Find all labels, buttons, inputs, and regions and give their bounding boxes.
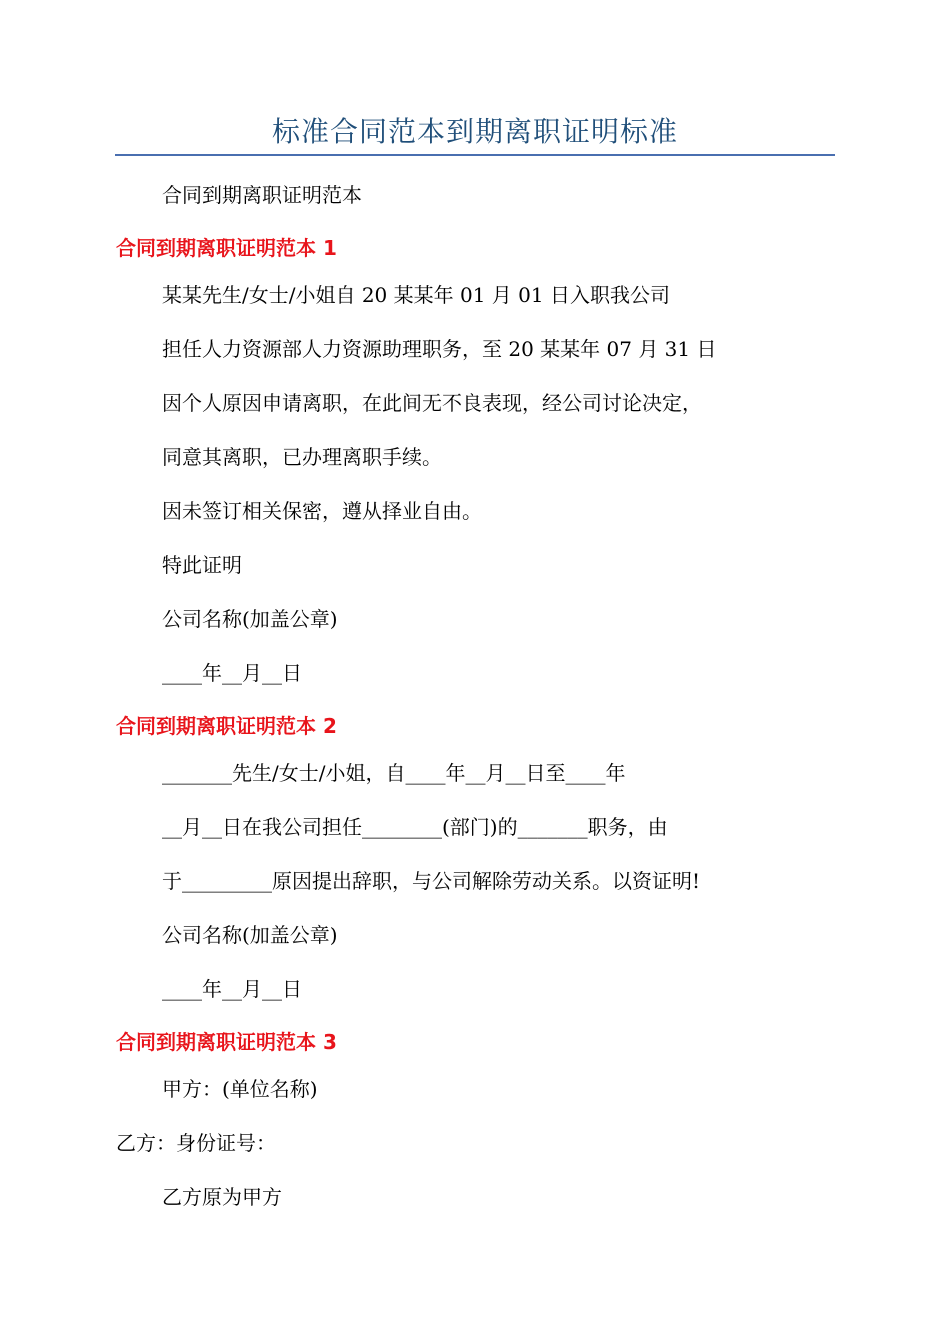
section-1-line: 因个人原因申请离职，在此间无不良表现，经公司讨论决定， — [162, 391, 702, 415]
section-1-date-line: ____年__月__日 — [162, 661, 302, 685]
title-underline — [115, 154, 835, 156]
section-2-line: 公司名称(加盖公章) — [162, 923, 338, 947]
section-3-line: 甲方：(单位名称) — [162, 1077, 318, 1101]
section-3-line: 乙方原为甲方 — [162, 1185, 282, 1209]
document-title: 标准合同范本到期离职证明标准 — [271, 115, 678, 148]
section-1-line: 公司名称(加盖公章) — [162, 607, 338, 631]
section-2-line: _______先生/女士/小姐，自____年__月__日至____年 — [162, 761, 626, 785]
section-1-line: 特此证明 — [162, 553, 242, 577]
section-3-line: 乙方：身份证号： — [116, 1131, 276, 1155]
section-heading-1: 合同到期离职证明范本 1 — [116, 236, 337, 260]
section-2-date-line: ____年__月__日 — [162, 977, 302, 1001]
section-2-line: __月__日在我公司担任________(部门)的_______职务，由 — [162, 815, 668, 839]
section-heading-2: 合同到期离职证明范本 2 — [116, 714, 337, 738]
section-2-line: 于_________原因提出辞职，与公司解除劳动关系。以资证明! — [162, 869, 701, 893]
section-1-line: 担任人力资源部人力资源助理职务，至 20 某某年 07 月 31 日 — [162, 337, 717, 361]
section-heading-3: 合同到期离职证明范本 3 — [116, 1030, 337, 1054]
intro-text: 合同到期离职证明范本 — [162, 183, 362, 207]
section-1-line: 某某先生/女士/小姐自 20 某某年 01 月 01 日入职我公司 — [162, 283, 670, 307]
section-1-line: 因未签订相关保密，遵从择业自由。 — [162, 499, 482, 523]
section-1-line: 同意其离职，已办理离职手续。 — [162, 445, 442, 469]
